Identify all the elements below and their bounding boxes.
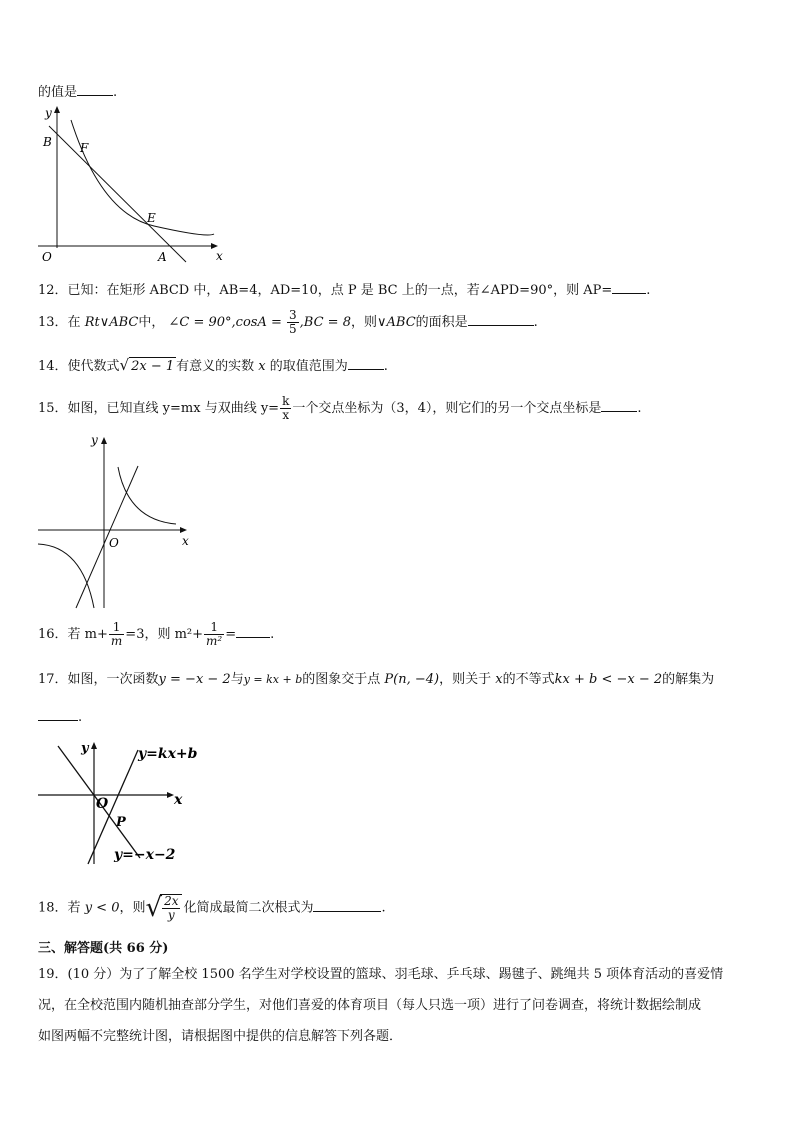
figure-q17: [36, 738, 206, 866]
q14-end: .: [383, 359, 388, 374]
q18-end: .: [381, 900, 386, 916]
q14-radicand: 2x − 1: [131, 359, 175, 374]
fig17-line-label-2: y=−x−2: [114, 847, 176, 863]
q16-pre: 16．若 m+: [38, 627, 108, 642]
fig17-point-P: P: [116, 815, 126, 830]
y-axis-arrow: [91, 742, 97, 749]
q16-fraction-1: [109, 621, 124, 648]
q13-num: 13．在: [38, 315, 81, 330]
q17-func-2: y = kx + b: [243, 673, 303, 686]
q14-var: x: [258, 359, 266, 374]
answer-blank: [348, 357, 384, 370]
fig15-origin-label: O: [109, 536, 119, 550]
answer-blank: [468, 313, 534, 326]
q15-fraction: [280, 395, 291, 422]
question-12: [38, 281, 650, 300]
q17-end: .: [78, 710, 83, 725]
fraction-denominator: m²: [206, 634, 223, 648]
answer-blank: [236, 625, 270, 638]
question-17: [38, 671, 714, 689]
q17-mid2: 的图象交于点: [302, 672, 381, 687]
q15-post: 一个交点坐标为（3，4），则它们的另一个交点坐标是: [292, 401, 602, 416]
q16-mid: =3，则 m²+: [125, 627, 204, 642]
q13-tail: 的面积是: [415, 315, 468, 330]
fig17-origin-label: O: [96, 796, 109, 812]
hyperbola-branch-1: [118, 467, 176, 524]
fig17-y-label: y: [81, 741, 89, 756]
q13-end: .: [533, 315, 538, 330]
fraction-numerator: 1: [109, 621, 124, 635]
q17-mid4: 的不等式: [502, 672, 555, 687]
fraction-numerator: 2x: [164, 894, 179, 908]
y-axis-arrow: [101, 437, 107, 444]
fraction-denominator: x: [282, 408, 290, 422]
fig15-x-label: x: [182, 534, 189, 548]
q13-mid: 中，: [138, 315, 165, 330]
q18-mid: ，则: [119, 900, 146, 916]
question-16: [38, 618, 274, 652]
q18-radicand: [160, 894, 182, 922]
q15-end: .: [637, 401, 642, 416]
q15-pre: 15．如图，已知直线 y=mx 与双曲线 y=: [38, 401, 280, 416]
hyperbola-curve: [71, 120, 214, 235]
q17-point: P(n, −4): [384, 672, 440, 687]
fig17-x-label: x: [174, 792, 183, 808]
question-14: [38, 356, 388, 376]
x-axis-arrow: [180, 527, 187, 533]
q17-tail: 的解集为: [662, 672, 715, 687]
answer-blank: [612, 281, 646, 294]
question-18: [38, 888, 386, 929]
q13-fraction: [287, 309, 299, 336]
q13-triangle: Rt∨ABC: [84, 315, 139, 330]
fig11-point-B: B: [43, 135, 52, 149]
q19-line-3: 如图两幅不完整统计图，请根据图中提供的信息解答下列各题．: [38, 1029, 403, 1044]
fig11-point-A: A: [158, 250, 167, 264]
q14-tail: 的取值范围为: [269, 359, 348, 374]
fig11-y-label: y: [45, 106, 52, 120]
q12-end: .: [646, 283, 651, 298]
fraction-denominator: m: [110, 634, 123, 648]
fraction-denominator: y: [167, 908, 175, 922]
q17-var: x: [495, 672, 503, 687]
q13-condition: ∠C = 90°,cosA =: [168, 315, 282, 330]
fig15-y-label: y: [91, 433, 98, 447]
q13-triangle-2: ∨ABC: [377, 315, 416, 330]
line-y-mx: [76, 466, 138, 608]
fig17-line-label-1: y=kx+b: [138, 746, 198, 762]
figure-q15: [36, 432, 196, 612]
radical-sign-icon: √: [119, 356, 130, 374]
q16-end: .: [270, 627, 275, 642]
q13-post: ，则: [350, 315, 377, 330]
q11-text: 的值是: [38, 85, 78, 100]
q19-line-1: 19．(10 分）为了了解全校 1500 名学生对学校设置的篮球、羽毛球、乒乓球、踢毽子、跳绳共 5 项体育活动的喜爱情: [38, 967, 724, 982]
fraction-denominator: 5: [289, 322, 297, 336]
section-heading: 三、解答题(共 66 分): [38, 941, 169, 956]
q14-post: 有意义的实数: [176, 359, 255, 374]
q13-condition-bc: ,BC = 8: [299, 315, 351, 330]
y-axis-arrow: [54, 106, 60, 113]
fraction-numerator: k: [282, 394, 290, 408]
figure-q11: [36, 104, 226, 266]
x-axis-arrow: [167, 792, 174, 798]
answer-blank: [601, 399, 637, 412]
q11-end: .: [113, 85, 118, 100]
answer-blank: [313, 899, 381, 912]
answer-blank: [38, 708, 78, 721]
q17-mid3: ，则关于: [439, 672, 492, 687]
q16-fraction-2: [204, 621, 224, 648]
q18-condition: y < 0: [84, 900, 120, 916]
line-AB: [49, 126, 186, 262]
q19-line-2: 况，在全校范围内随机抽查部分学生，对他们喜爱的体育项目（每人只选一项）进行了问卷调查，将统计数据绘制成: [38, 998, 702, 1013]
q18-post: 化简成最简二次根式为: [183, 900, 314, 916]
fraction-numerator: 1: [204, 621, 224, 635]
hyperbola-branch-2: [38, 544, 94, 608]
fraction-numerator: 3: [289, 308, 297, 322]
fig11-point-F: F: [80, 141, 89, 155]
question-15: [38, 392, 642, 426]
q17-inequality: kx + b < −x − 2: [554, 672, 663, 687]
q17-pre: 17．如图，一次函数: [38, 672, 159, 687]
q18-pre: 18．若: [38, 900, 81, 916]
q17-func-1: y = −x − 2: [158, 672, 231, 687]
q12-text: 12．已知：在矩形 ABCD 中，AB=4，AD=10，点 P 是 BC 上的一点，若∠APD=90°，则 AP=: [38, 283, 613, 298]
question-13: [38, 306, 538, 340]
fig11-origin-label: O: [42, 250, 52, 264]
q11-tail: [38, 83, 117, 102]
q16-post: =: [225, 627, 237, 642]
q14-pre: 14．使代数式: [38, 359, 120, 374]
radical-sign-icon: √: [145, 893, 163, 923]
q17-mid1: 与: [230, 672, 244, 687]
fig11-x-label: x: [216, 249, 223, 263]
fig11-point-E: E: [147, 211, 156, 225]
question-17-answer: [38, 708, 82, 727]
answer-blank: [77, 83, 113, 96]
